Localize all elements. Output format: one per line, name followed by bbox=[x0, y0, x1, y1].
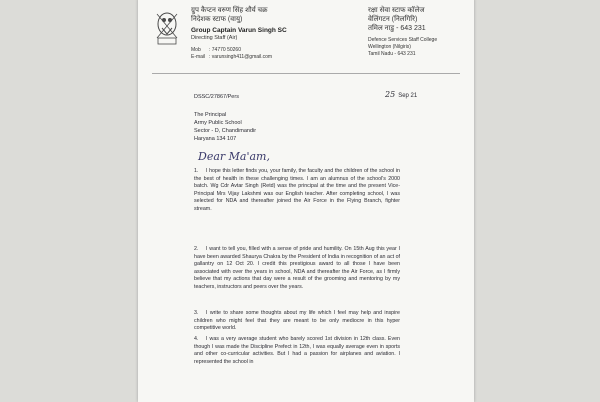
letter-date bbox=[385, 90, 417, 99]
date-day: 25 bbox=[385, 90, 396, 99]
reference-number: DSSC/27867/Pers bbox=[194, 94, 239, 100]
address-line: Wellington (Nilgiris) bbox=[368, 44, 411, 50]
paragraph-2 bbox=[194, 246, 400, 292]
hindi-role: निदेशक स्टाफ (वायु) bbox=[191, 16, 243, 23]
paragraph-number: 4. bbox=[194, 336, 199, 342]
letter-page bbox=[138, 0, 474, 402]
header-divider bbox=[152, 73, 460, 74]
mob-label: Mob bbox=[191, 47, 201, 53]
paragraph-3 bbox=[194, 310, 400, 333]
hindi-name: ग्रुप कैप्टन वरुण सिंह शौर्य चक्र bbox=[191, 7, 268, 14]
recipient-address bbox=[194, 111, 256, 143]
paragraph-text: I write to share some thoughts about my life which I feel may help and inspire children who might feel that they are meant to be only mediocre in this hyper competitive world. bbox=[194, 310, 400, 332]
paragraph-number: 3. bbox=[194, 310, 199, 316]
recipient-line: The Principal bbox=[194, 112, 227, 118]
address-line: Defence Services Staff College bbox=[368, 37, 438, 43]
college-crest-icon bbox=[154, 8, 180, 48]
paragraph-4 bbox=[194, 336, 400, 366]
paragraph-text: I hope this letter finds you, your family, the faculty and the children of the school in the best of health in these challenging times. I am an alumnus of the school's 2000 batch. Wg Cdr Avtar Singh (Retd) was the principal at the time and the present Vice-Principal Mrs Vijay Lakshmi was our English teacher. After completing school, I was selected for NDA and thereafter joined the Air Force in the Flying Branch, fighter stream. bbox=[194, 168, 400, 212]
email-label: E-mail bbox=[191, 54, 206, 60]
college-address bbox=[368, 37, 468, 58]
sender-name: Group Captain Varun Singh SC bbox=[191, 27, 287, 34]
salutation: Dear Ma'am, bbox=[198, 150, 270, 163]
paragraph-1 bbox=[194, 168, 400, 214]
recipient-line: Haryana 134 107 bbox=[194, 136, 237, 142]
recipient-line: Sector - D, Chandimandir bbox=[194, 128, 257, 134]
date-month-year: Sep 21 bbox=[398, 93, 418, 99]
contact-block bbox=[191, 47, 341, 61]
paragraph-text: I was a very average student who barely scored 1st division in 12th class. Even though I was made the Discipline Prefect in 12th, I was equally average even in sports and other co-curricular activities. But I had a passion for airplanes and aviation. I represented the school in bbox=[194, 336, 400, 365]
hindi-state: तमिल नाडु - 643 231 bbox=[368, 25, 426, 32]
letterhead-right bbox=[368, 6, 468, 58]
mob-value: : 74770 50260 bbox=[209, 47, 241, 53]
letterhead-left bbox=[191, 6, 341, 61]
hindi-college: रक्षा सेवा स्टाफ कॉलेज bbox=[368, 7, 425, 14]
recipient-line: Army Public School bbox=[194, 120, 242, 126]
email-value: : varunsingh411@gmail.com bbox=[209, 54, 273, 60]
address-line: Tamil Nadu - 643 231 bbox=[368, 51, 416, 57]
sender-role: Directing Staff (Air) bbox=[191, 35, 238, 41]
paragraph-number: 2. bbox=[194, 246, 199, 252]
paragraph-text: I want to tell you, filled with a sense of pride and humility. On 15th Aug this year I have been awarded Shaurya Chakra by the President of India in recognition of an act of gallantry on 12 Oct 20. I credit this prestigious award to all those I have been associated with over the years in school, NDA and thereafter the Air Force, as I firmly believe that my actions that day were a result of the grooming and mentoring by my teachers, instructors and peers over the years. bbox=[194, 246, 400, 290]
paragraph-number: 1. bbox=[194, 168, 199, 174]
hindi-place: वेलिंगटन (निलगिरि) bbox=[368, 16, 418, 23]
